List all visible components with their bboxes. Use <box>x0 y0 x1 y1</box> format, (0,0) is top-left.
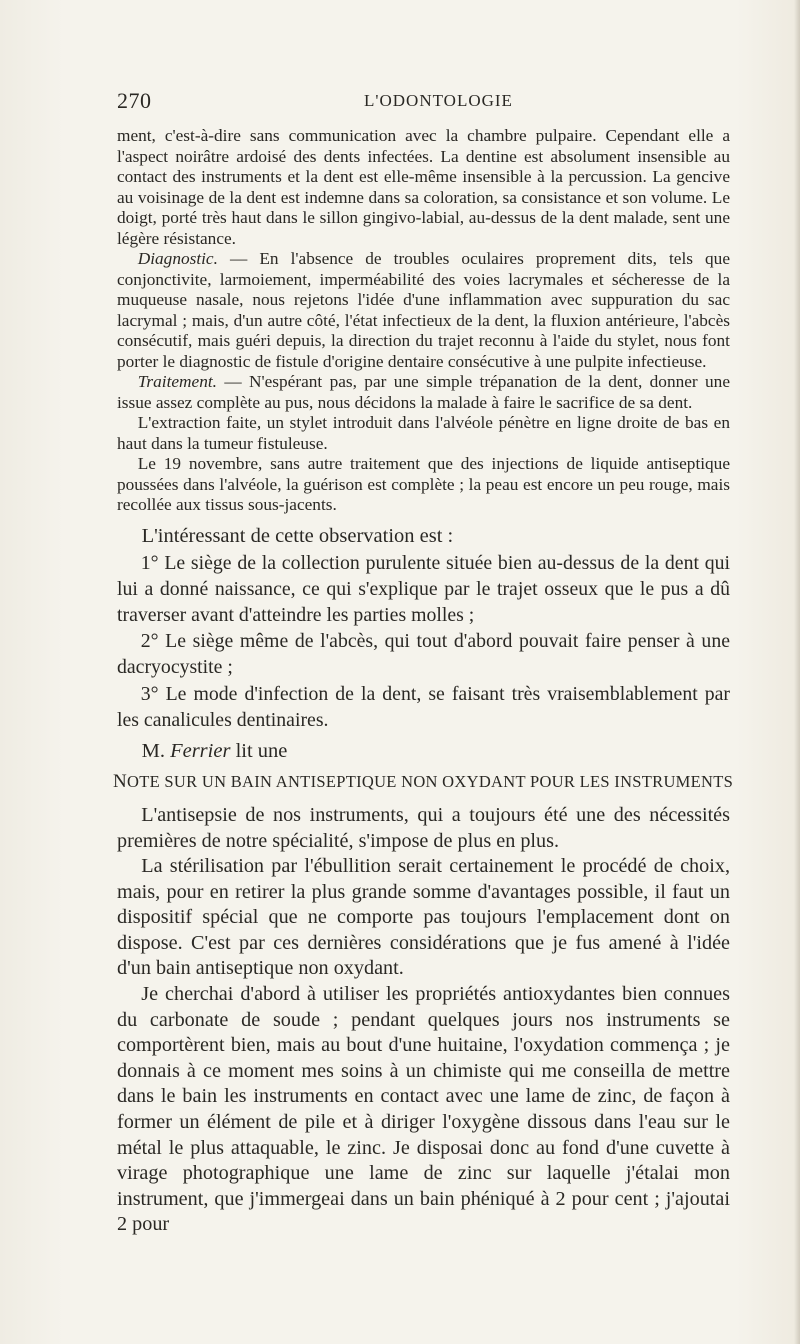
list-item: 1° Le siège de la collection purulente située bien au-dessus de la dent qui lui a donné naissance, ce qui s'explique par le trajet osseux que le pus a dû traverser avant d'atteindre les parties molles ; <box>117 551 730 626</box>
paragraph: ment, c'est-à-dire sans communication avec la chambre pulpaire. Cependant elle a l'aspect noirâtre ardoisé des dents infectées. La dentine est absolument insensible au contact des instruments et la dent est elle-même insensible à la percussion. La gencive au voisinage de la dent est indemne dans sa coloration, sa consistance et son volume. Le doigt, porté très haut dans le sillon gingivo-labial, au-dessus de la dent malade, sent une légère résistance. <box>117 126 730 248</box>
list-item: 2° Le siège même de l'abcès, qui tout d'abord pouvait faire penser à une dacryocystite ; <box>117 630 730 679</box>
treatment-label: Traitement. <box>137 372 217 391</box>
paragraph: Le 19 novembre, sans autre traitement que des injections de liquide antiseptique poussées dans l'alvéole, la guérison est complète ; la peau est encore un peu rouge, mais recollée aux tissus sous-jacents. <box>117 454 730 514</box>
list-item: 3° Le mode d'infection de la dent, se faisant très vraisemblablement par les canalicules dentinaires. <box>117 682 730 731</box>
note-section <box>117 803 730 1238</box>
paragraph: Je cherchai d'abord à utiliser les propriétés antioxydantes bien connues du carbonate de soude ; pendant quelques jours nos instruments se comportèrent bien, mais au bout d'une huitaine, l'oxydation commença ; je donnais à ce moment mes soins à un chimiste qui me conseilla de mettre dans le bain les instruments en contact avec une lame de zinc, de façon à former un élément de pile et à diriger l'oxygène dissous dans l'eau sur le métal le plus attaquable, le zinc. Je disposai donc au fond d'une cuvette à virage photographique une lame de zinc sur laquelle j'étalai mon instrument, que j'immergeai dans un bain phéniqué à 2 pour cent ; j'ajoutai 2 pour <box>117 983 730 1236</box>
case-report-section <box>117 126 730 516</box>
paragraph-treatment: Traitement. — N'espérant pas, par une simple trépanation de la dent, donner une issue assez complète au pus, nous décidons la malade à faire le sacrifice de sa dent. <box>117 372 730 412</box>
paragraph-diagnostic: Diagnostic. — En l'absence de troubles oculaires proprement dits, tels que conjonctivite, larmoiement, imperméabilité des voies lacrymales et sécheresse de la muqueuse nasale, nous rejetons l'idée d'une inflammation avec suppuration du sac lacrymal ; mais, d'un autre côté, l'état infectieux de la dent, la fluxion antérieure, l'abcès consécutif, mais guéri depuis, la direction du trajet reconnu à l'aide du stylet, nous font porter le diagnostic de fistule d'origine dentaire consécutive à une pulpite infectieuse. <box>117 249 730 371</box>
author-intro: M. Ferrier lit une <box>141 739 288 762</box>
running-title: L'ODONTOLOGIE <box>364 91 513 110</box>
page-body <box>113 126 734 1238</box>
paragraph: La stérilisation par l'ébullition serait certainement le procédé de choix, mais, pour en retirer la plus grande somme d'avantages possible, il faut un dispositif spécial que ne comporte pas toujours l'emplacement dont on dispose. C'est par ces dernières considérations que je fus amené à l'idée d'un bain antiseptique non oxydant. <box>117 855 730 980</box>
page-header <box>117 88 730 118</box>
author-name: Ferrier <box>170 739 231 762</box>
paragraph: L'extraction faite, un stylet introduit dans l'alvéole pénètre en ligne droite de bas en haut dans la tumeur fistuleuse. <box>117 413 730 453</box>
summary-heading: L'intéressant de cette observation est : <box>141 524 454 547</box>
page-number: 270 <box>117 88 152 113</box>
paragraph: L'antisepsie de nos instruments, qui a toujours été une des nécessités premières de notre spécialité, s'impose de plus en plus. <box>117 803 730 852</box>
diagnostic-label: Diagnostic. <box>137 249 218 268</box>
observation-summary <box>117 522 730 765</box>
note-title: NOTE SUR UN BAIN ANTISEPTIQUE NON OXYDANT POUR LES INSTRUMENTS <box>113 770 734 792</box>
